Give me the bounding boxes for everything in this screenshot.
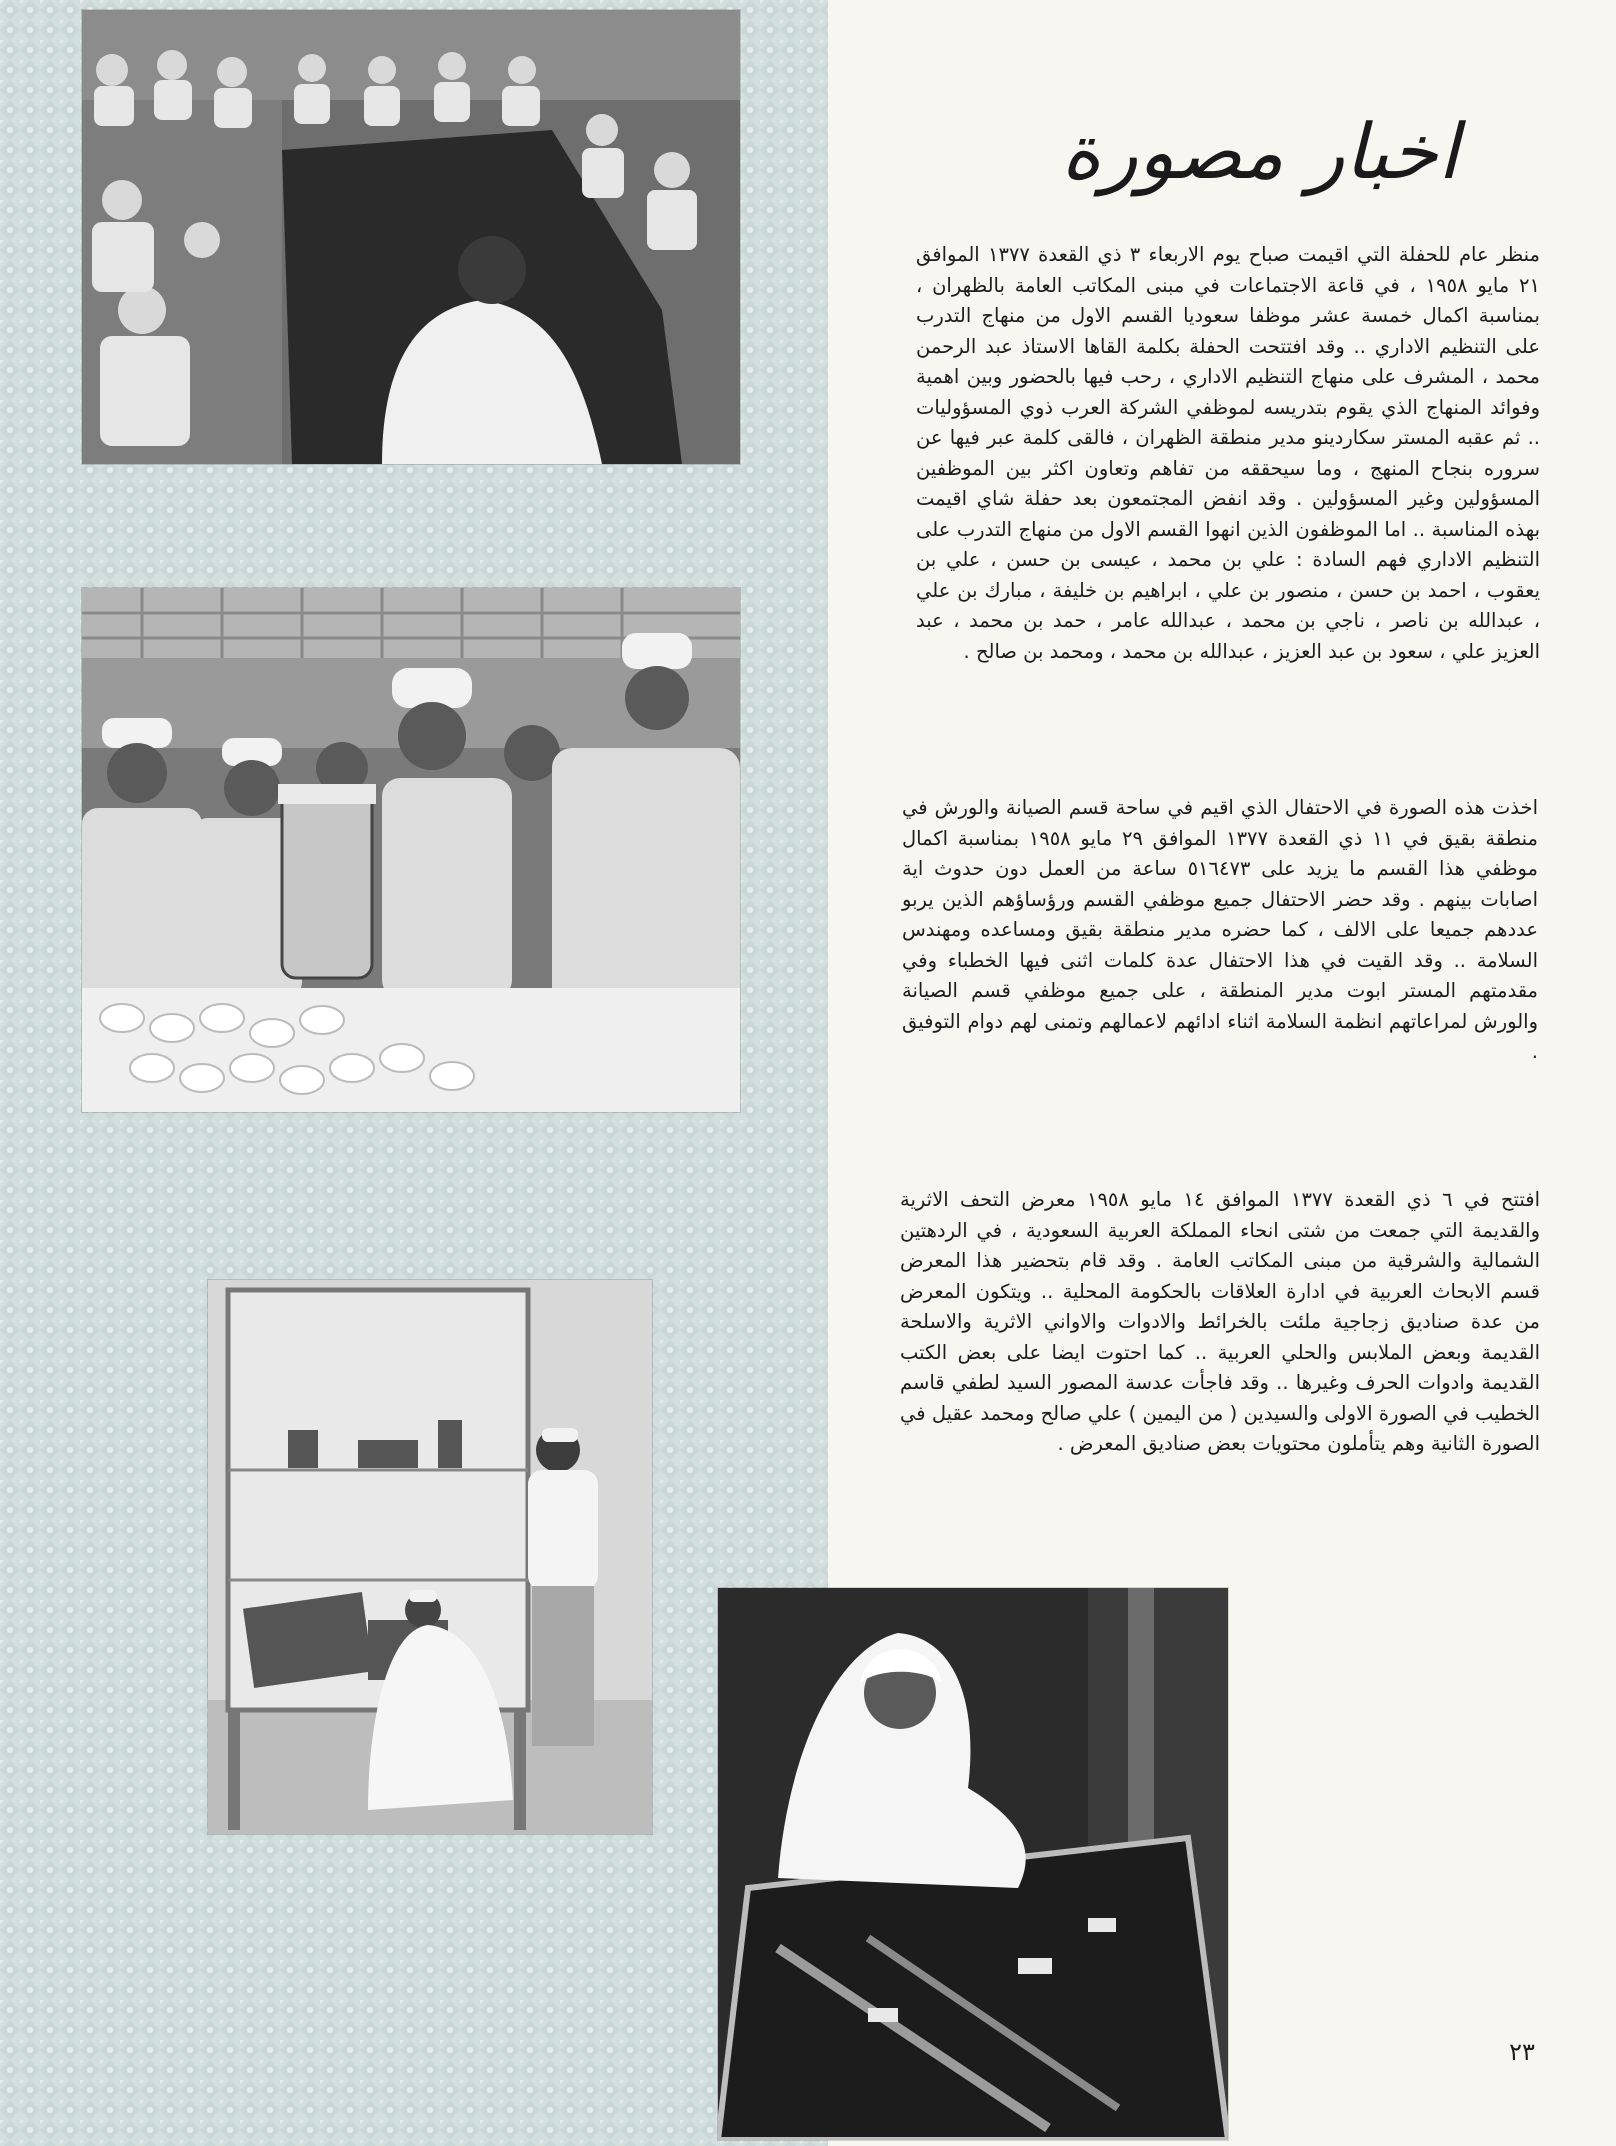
article-abqaiq-safety-celebration: اخذت هذه الصورة في الاحتفال الذي اقيم في ساحة قسم الصيانة والورش في منطقة بقيق في ١١ ذي القعدة ١٣٧٧ الموافق ٢٩ مايو ١٩٥٨ بمناسبة اكمال موظفي هذا القسم ما يزيد على ٥١٦٤٧٣ ساعة من العمل دون حدوث اية اصابات بينهم . وقد حضر الاحتفال جميع موظفي القسم ورؤساؤهم الذين يربو عددهم جميعا على الالف ، كما حضره مدير منطقة بقيق ومساعده ومهندس السلامة .. وقد القيت في هذا الاحتفال عدة كلمات اثنى فيها الخطباء وفي مقدمتهم المستر ابوت مدير المنطقة ، على جميع موظفي قسم الصيانة والورش لمراعاتهم انظمة السلامة اثناء ادائهم لاعمالهم وتمنى لهم دوام التوفيق . (902, 796, 1538, 1063)
article-admin-training-ceremony: منظر عام للحفلة التي اقيمت صباح يوم الاربعاء ٣ ذي القعدة ١٣٧٧ الموافق ٢١ مايو ١٩٥٨ ، في قاعة الاجتماعات في مبنى المكاتب العامة بالظهران ، بمناسبة اكمال خمسة عشر موظفا سعوديا القسم الاول من منهاج التدرب على التنظيم الاداري .. وقد افتتحت الحفلة بكلمة القاها الاستاذ عبد الرحمن محمد ، المشرف على منهاج التنظيم الاداري ، رحب فيها بالحضور وبين اهمية وفوائد المنهاج الذي يقوم بتدريسه لموظفي الشركة العرب ذوي المسؤوليات .. ثم عقبه المستر سكاردينو مدير منطقة الظهران ، فالقى كلمة عبر فيها عن سروره بنجاح المنهج ، وما سيحققه من تفاهم وتعاون اكثر بين الموظفين المسؤولين وغير المسؤولين . وقد انفض المجتمعون بعد حفلة شاي اقيمت بهذه المناسبة .. اما الموظفون الذين انهوا القسم الاول من منهاج التدرب على التنظيم الاداري فهم السادة : علي بن محمد ، عيسى بن حسن ، علي بن يعقوب ، احمد بن حسن ، منصور بن علي ، ابراهيم بن خليفة ، مبارك بن علي ، عبدالله بن ناصر ، ناجي بن محمد ، عبدالله عامر ، حمد بن محمد ، عبد العزيز علي ، سعود بن عبد العزيز ، عبدالله بن محمد ، ومحمد بن صالح . (916, 243, 1540, 663)
photo-visitor-at-case (718, 1588, 1228, 2140)
page-number: ٢٣ (1509, 2038, 1535, 2066)
article-antiquities-exhibition: افتتح في ٦ ذي القعدة ١٣٧٧ الموافق ١٤ مايو ١٩٥٨ معرض التحف الاثرية والقديمة التي جمعت من شتى انحاء المملكة العربية السعودية ، في الردهتين الشمالية والشرقية من مبنى المكاتب العامة . وقد قام بتحضير هذا المعرض قسم الابحاث العربية في ادارة العلاقات بالحكومة المحلية .. ويتكون المعرض من عدة صناديق زجاجية ملئت بالخرائط والادوات والاواني الاثرية والاسلحة القديمة وبعض الملابس والحلي العربية .. كما احتوت ايضا على بعض الكتب القديمة وادوات الحرف وغيرها .. وقد فاجأت عدسة المصور السيد لطفي قاسم الخطيب في الصورة الاولى والسيدين ( من اليمين ) علي صالح ومحمد عقيل في الصورة الثانية وهم يتأملون محتويات بعض صناديق المعرض . (900, 1188, 1541, 1455)
photo-meeting-hall (82, 10, 740, 464)
photo-safety-celebration (82, 588, 740, 1112)
photo-exhibition-case (208, 1280, 652, 1834)
headline-title: اخبار مصورة (1061, 107, 1459, 196)
